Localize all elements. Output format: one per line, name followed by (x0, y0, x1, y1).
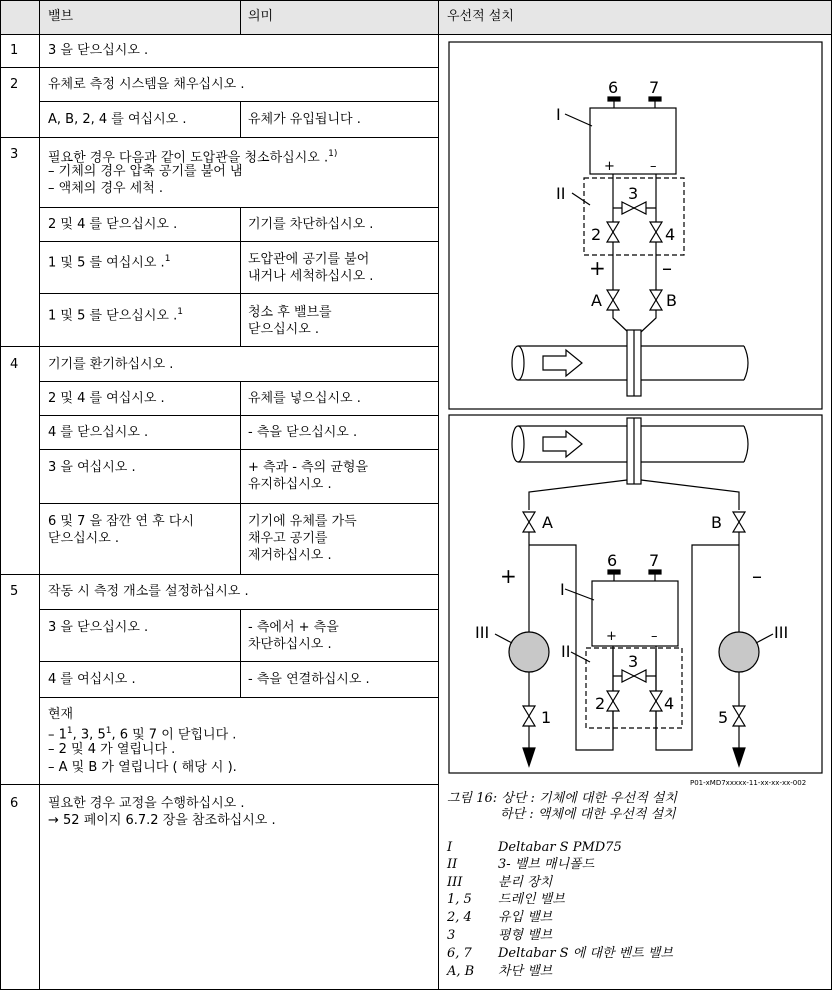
valve-meaning: 제거하십시오 . (248, 548, 332, 563)
minus-sign: – (651, 629, 658, 644)
valve-meaning: - 측에서 + 측을 (248, 620, 339, 635)
valve-action: 2 및 4 를 닫으십시오 . (48, 217, 178, 232)
valve-meaning: 채우고 공기를 (248, 531, 328, 546)
legend-value: 분리 장치 (498, 875, 553, 890)
valve-meaning: 유지하십시오 . (248, 477, 332, 492)
valve-action: 3 을 닫으십시오 . (48, 620, 149, 635)
figure-caption: 하단 : 액체에 대한 우선적 설치 (500, 807, 676, 822)
valve-meaning: - 측을 연결하십시오 . (248, 672, 370, 687)
valve-meaning: 기기에 유체를 가득 (248, 514, 357, 529)
valve-action: 닫으십시오 . (48, 531, 120, 546)
valve-3-label: 3 (628, 652, 639, 671)
legend-key: 3 (447, 928, 456, 943)
legend-value: 드레인 밸브 (498, 892, 565, 907)
transmitter-box-bottom (592, 581, 678, 646)
valve-action: 2 및 4 를 여십시오 . (48, 391, 165, 406)
manifold-II-label: II (561, 642, 571, 661)
valve-action: 6 및 7 을 잠깐 연 후 다시 (48, 514, 194, 529)
valve-meaning: 닫으십시오 . (248, 322, 320, 337)
valve-meaning: 차단하십시오 . (248, 637, 332, 652)
row-number: 5 (10, 584, 19, 599)
drain-valve-1-label: 1 (541, 708, 552, 727)
valve-meaning: 청소 후 밸브를 (248, 305, 332, 320)
legend-key: 6, 7 (447, 946, 472, 961)
row-instruction: 3 을 닫으십시오 . (48, 43, 149, 58)
separator-III-label: III (475, 623, 490, 642)
valve-meaning: 기기를 차단하십시오 . (248, 217, 374, 232)
valve-action: 4 를 닫으십시오 . (48, 425, 149, 440)
valve-B-label: B (666, 291, 677, 310)
legend-value: 유입 밸브 (498, 910, 553, 925)
valve-action: 3 을 여십시오 . (48, 460, 136, 475)
legend-value: Deltabar S PMD75 (498, 840, 622, 855)
minus-sign: – (650, 159, 657, 174)
manifold-II-label: II (556, 184, 566, 203)
legend-value: 3- 밸브 매니폴드 (498, 857, 595, 872)
plus-sign: + (604, 159, 615, 174)
legend-value: 평형 밸브 (498, 928, 553, 943)
legend-key: I (447, 840, 453, 855)
row-instruction: 유체로 측정 시스템을 채우십시오 . (48, 77, 245, 92)
figure-id: P01-xMD7xxxxx-11-xx-xx-xx-002 (690, 779, 807, 787)
valve-meaning: 내거나 세척하십시오 . (248, 269, 374, 284)
valve-meaning: 유체를 넣으십시오 . (248, 391, 361, 406)
vent-valve-6-label: 6 (608, 78, 619, 97)
row-number: 1 (10, 43, 19, 58)
legend-key: 2, 4 (447, 910, 472, 925)
status-line: – $1^1$, 3, $5^1$, 6 및 7 이 닫힙니다 . (48, 726, 237, 743)
transmitter-box-top (590, 108, 676, 174)
legend-key: II (447, 857, 458, 872)
valve-action: 4 를 여십시오 . (48, 672, 136, 687)
status-line: – A 및 B 가 열립니다 ( 해당 시 ). (48, 760, 237, 775)
row-instruction: 필요한 경우 교정을 수행하십시오 . (48, 796, 245, 811)
row-number: 4 (10, 357, 19, 372)
valve-meaning: + 측과 - 측의 균형을 (248, 460, 369, 475)
row-instruction-bullet: – 액체의 경우 세척 . (48, 181, 164, 196)
valve-4-label: 4 (665, 225, 676, 244)
legend-value: 차단 밸브 (498, 964, 553, 979)
plus-side-label: + (500, 564, 517, 588)
valve-meaning: - 측을 닫으십시오 . (248, 425, 358, 440)
vent-valve-6-label: 6 (607, 551, 618, 570)
plus-sign: + (606, 629, 617, 644)
vent-valve-7-label: 7 (649, 551, 660, 570)
row-instruction: 작동 시 측정 개소를 설정하십시오 . (48, 584, 249, 599)
valve-B-label: B (711, 513, 722, 532)
row-number: 3 (10, 147, 19, 162)
legend-value: Deltabar S 에 대한 벤트 밸브 (498, 946, 674, 961)
vent-valve-7-label: 7 (649, 78, 660, 97)
valve-A-label: A (542, 513, 553, 532)
row-number: 2 (10, 77, 19, 92)
legend-key: A, B (447, 964, 475, 979)
status-title: 현재 (48, 707, 74, 722)
valve-meaning: 유체가 유입됩니다 . (248, 112, 361, 127)
cross-reference: → 52 페이지 6.7.2 장을 참조하십시오 . (48, 813, 276, 828)
valve-action: 1 및 5 를 여십시오 .$^1$ (48, 254, 171, 271)
legend-key: III (447, 875, 463, 890)
plus-side-label: + (589, 256, 606, 280)
header-meaning: 의미 (248, 9, 274, 24)
valve-action: A, B, 2, 4 를 여십시오 . (48, 112, 187, 127)
figure-caption: 그림 16: 상단 : 기체에 대한 우선적 설치 (447, 791, 678, 806)
valve-meaning: 도압관에 공기를 불어 (248, 252, 370, 267)
status-line: – 2 및 4 가 열립니다 . (48, 742, 176, 757)
valve-action: 1 및 5 를 닫으십시오 .$^1$ (48, 307, 183, 324)
valve-4-label: 4 (664, 694, 675, 713)
valve-2-label: 2 (591, 225, 602, 244)
row-instruction-bullet: – 기체의 경우 압축 공기를 불어 냄 (48, 164, 243, 179)
minus-side-label: – (752, 564, 762, 588)
valve-3-label: 3 (628, 184, 639, 203)
device-I-label: I (560, 580, 565, 599)
drain-valve-5-label: 5 (718, 708, 729, 727)
row-instruction: 기기를 환기하십시오 . (48, 357, 174, 372)
header-valve: 밸브 (48, 9, 74, 24)
row-instruction: 필요한 경우 다음과 같이 도압관을 청소하십시오 .$^{1)}$ (48, 149, 338, 166)
legend-key: 1, 5 (447, 892, 472, 907)
row-number: 6 (10, 796, 19, 811)
device-I-label: I (556, 105, 561, 124)
minus-side-label: – (662, 256, 672, 280)
valve-2-label: 2 (595, 694, 606, 713)
header-installation: 우선적 설치 (447, 9, 514, 24)
separator-III-label: III (774, 623, 789, 642)
valve-A-label: A (591, 291, 602, 310)
